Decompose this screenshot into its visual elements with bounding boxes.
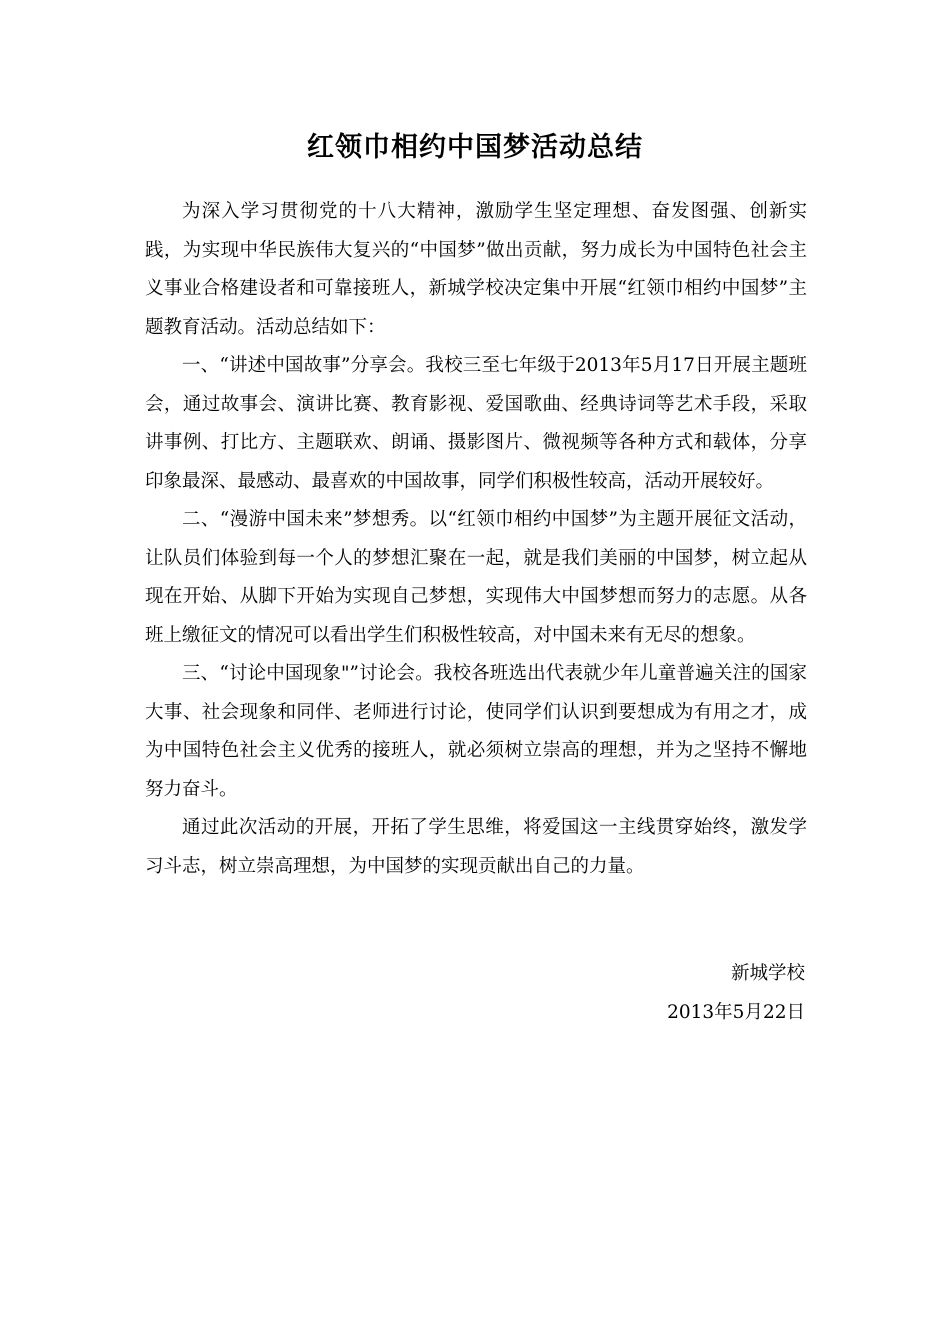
section-two-paragraph: 二、“漫游中国未来”梦想秀。以“红领巾相约中国梦”为主题开展征文活动，让队员们体验到每一个人的梦想汇聚在一起，就是我们美丽的中国梦，树立起从现在开始、从脚下开始为实现自己梦想，实现伟大中国梦想而努力的志愿。从各班上缴征文的情况可以看出学生们积极性较高，对中国未来有无尽的想象。 [145, 509, 807, 646]
signature-organization: 新城学校 [730, 963, 805, 984]
document-body [145, 193, 807, 886]
section-three-paragraph: 三、“讨论中国现象"”讨论会。我校各班选出代表就少年儿童普遍关注的国家大事、社会现象和同伴、老师进行讨论，使同学们认识到要想成为有用之才，成为中国特色社会主义优秀的接班人，就必须树立崇高的理想，并为之坚持不懈地努力奋斗。 [145, 663, 807, 800]
conclusion-paragraph: 通过此次活动的开展，开拓了学生思维，将爱国这一主线贯穿始终，激发学习斗志，树立崇高理想，为中国梦的实现贡献出自己的力量。 [145, 817, 807, 877]
document-title: 红领巾相约中国梦活动总结 [307, 132, 643, 163]
signature-block [667, 955, 805, 1032]
intro-paragraph: 为深入学习贯彻党的十八大精神，激励学生坚定理想、奋发图强、创新实践，为实现中华民族伟大复兴的“中国梦”做出贡献，努力成长为中国特色社会主义事业合格建设者和可靠接班人，新城学校决定集中开展“红领巾相约中国梦”主题教育活动。活动总结如下： [145, 201, 807, 338]
section-one-paragraph: 一、“讲述中国故事”分享会。我校三至七年级于2013年5月17日开展主题班会，通过故事会、演讲比赛、教育影视、爱国歌曲、经典诗词等艺术手段，采取讲事例、打比方、主题联欢、朗诵、摄影图片、微视频等各种方式和载体，分享印象最深、最感动、最喜欢的中国故事，同学们积极性较高，活动开展较好。 [145, 355, 807, 492]
signature-date: 2013年5月22日 [667, 1001, 805, 1023]
